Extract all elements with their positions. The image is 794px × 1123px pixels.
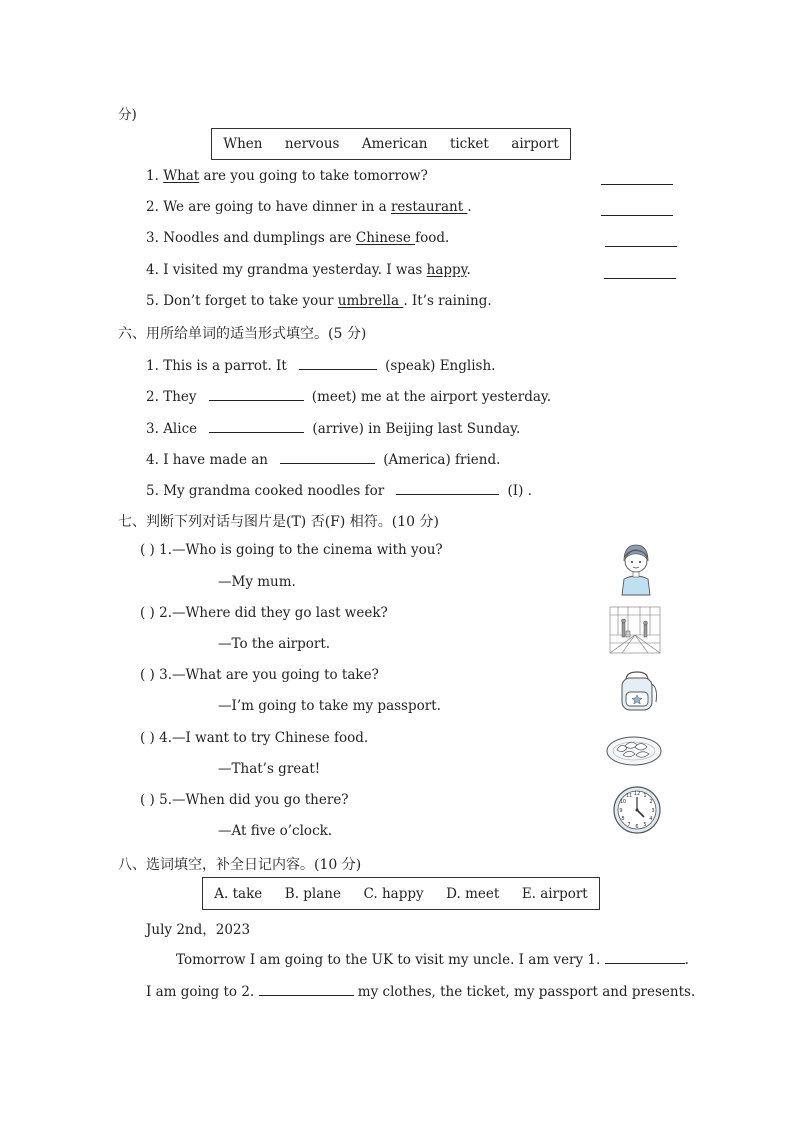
fill-blank[interactable] (280, 449, 375, 464)
svg-text:9: 9 (619, 808, 623, 814)
section7-item-3-question: ( ) 3.—What are you going to take? (140, 667, 379, 683)
svg-text:4: 4 (649, 816, 653, 822)
fill-blank[interactable] (209, 418, 304, 433)
answer-bracket[interactable]: ( ) (140, 792, 155, 808)
fill-blank[interactable] (299, 355, 377, 370)
backpack-icon (614, 668, 660, 714)
word-box-item: When (223, 136, 263, 152)
svg-text:1: 1 (643, 793, 647, 799)
section6-item-2: 2. They (meet) me at the airport yesterday. (146, 386, 551, 405)
answer-bracket[interactable]: ( ) (140, 605, 155, 621)
fill-blank[interactable] (259, 981, 354, 996)
svg-text:12: 12 (633, 791, 641, 797)
previous-section-fragment: 分) (118, 107, 137, 123)
section5-item-4: 4. I visited my grandma yesterday. I was happy. (146, 262, 471, 278)
svg-text:8: 8 (621, 816, 625, 822)
svg-text:11: 11 (625, 793, 633, 799)
section6-title: 六、用所给单词的适当形式填空。(5 分) (118, 326, 367, 342)
fill-blank[interactable] (605, 949, 685, 964)
option-item: D. meet (446, 885, 500, 902)
answer-line[interactable] (605, 245, 677, 247)
section5-item-1: 1. What are you going to take tomorrow? (146, 168, 428, 184)
word-box-item: ticket (449, 136, 489, 152)
word-box (211, 128, 571, 160)
svg-text:7: 7 (627, 822, 631, 828)
section5-item-5: 5. Don’t forget to take your umbrella . It’s raining. (146, 293, 492, 309)
section7-item-4-question: ( ) 4.—I want to try Chinese food. (140, 730, 369, 746)
section8-title: 八、选词填空，补全日记内容。(10 分) (118, 857, 362, 873)
word-box-item: nervous (284, 136, 340, 152)
answer-line[interactable] (601, 214, 673, 216)
section7-title: 七、判断下列对话与图片是(T) 否(F) 相符。(10 分) (118, 514, 439, 530)
answer-bracket[interactable]: ( ) (140, 542, 155, 558)
section7-item-5-question: ( ) 5.—When did you go there? (140, 792, 349, 808)
answer-bracket[interactable]: ( ) (140, 667, 155, 683)
section6-item-5: 5. My grandma cooked noodles for (I) . (146, 480, 532, 499)
section6-item-4: 4. I have made an (America) friend. (146, 449, 500, 468)
fill-blank[interactable] (209, 386, 304, 401)
svg-text:3: 3 (651, 808, 655, 814)
svg-text:2: 2 (649, 799, 653, 805)
option-item: E. airport (521, 885, 588, 902)
section7-item-4-answer: —That’s great! (218, 761, 321, 777)
word-box-item: American (361, 136, 428, 152)
section7-item-2-answer: —To the airport. (218, 636, 331, 652)
airport-icon (608, 605, 662, 655)
section6-item-1: 1. This is a parrot. It (speak) English. (146, 355, 495, 374)
option-item: B. plane (284, 885, 341, 902)
svg-text:5: 5 (643, 822, 647, 828)
boy-icon (616, 541, 656, 597)
answer-bracket[interactable]: ( ) (140, 730, 155, 746)
section7-item-5-answer: —At five o’clock. (218, 823, 333, 839)
section6-item-3: 3. Alice (arrive) in Beijing last Sunday. (146, 418, 520, 437)
option-box (202, 877, 600, 910)
section7-item-3-answer: —I’m going to take my passport. (218, 698, 441, 714)
answer-line[interactable] (604, 277, 676, 279)
section5-item-3: 3. Noodles and dumplings are Chinese food. (146, 230, 450, 246)
section7-item-2-question: ( ) 2.—Where did they go last week? (140, 605, 388, 621)
diary-line-1: Tomorrow I am going to the UK to visit my uncle. I am very 1. . (176, 949, 689, 968)
section5-item-2: 2. We are going to have dinner in a restaurant . (146, 199, 472, 215)
word-box-item: airport (511, 136, 559, 152)
option-item: A. take (214, 885, 263, 902)
section7-item-1-question: ( ) 1.—Who is going to the cinema with you? (140, 542, 443, 558)
section7-item-1-answer: —My mum. (218, 574, 296, 590)
answer-line[interactable] (601, 183, 673, 185)
dumplings-icon (605, 730, 663, 768)
svg-text:10: 10 (619, 799, 627, 805)
svg-text:6: 6 (635, 824, 639, 830)
diary-date: July 2nd，2023 (146, 922, 251, 938)
clock-icon (612, 785, 662, 835)
fill-blank[interactable] (396, 480, 499, 495)
option-item: C. happy (363, 885, 424, 902)
diary-line-2: I am going to 2. my clothes, the ticket, my passport and presents. (146, 981, 695, 1000)
